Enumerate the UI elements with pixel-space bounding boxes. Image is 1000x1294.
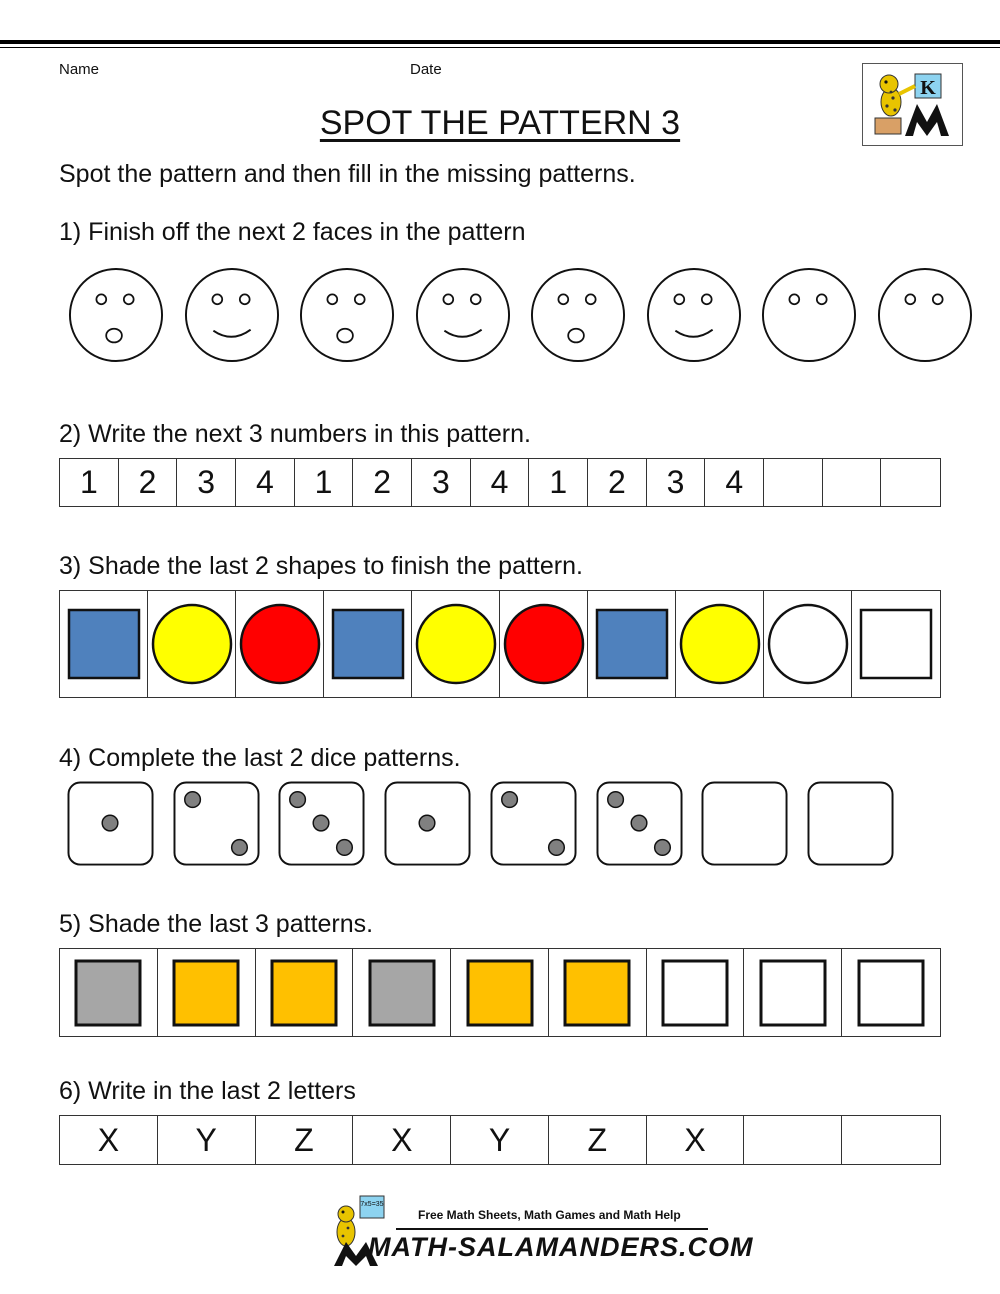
number-cell: 3	[412, 459, 471, 506]
square-cell[interactable]	[647, 949, 745, 1036]
square-shape	[590, 602, 674, 686]
letter-cell: Y	[158, 1116, 256, 1164]
footer-tagline: Free Math Sheets, Math Games and Math Help	[418, 1208, 681, 1222]
question-6-prompt: 6) Write in the last 2 letters	[59, 1077, 356, 1105]
square-shape	[854, 602, 938, 686]
square-shape	[561, 957, 633, 1029]
square-cell	[256, 949, 354, 1036]
shape-cell	[60, 591, 148, 697]
square-shape	[72, 957, 144, 1029]
face-smile	[415, 267, 511, 363]
number-cell: 3	[647, 459, 706, 506]
question-5-prompt: 5) Shade the last 3 patterns.	[59, 910, 374, 938]
face-blank	[761, 267, 857, 363]
square-cell	[451, 949, 549, 1036]
letter-cell: X	[353, 1116, 451, 1164]
square-shape	[855, 957, 927, 1029]
square-shape	[62, 602, 146, 686]
letter-cell: Z	[549, 1116, 647, 1164]
footer-site-name: MATH-SALAMANDERS.COM	[368, 1232, 754, 1262]
page-title: SPOT THE PATTERN 3	[319, 104, 681, 142]
circle-shape	[150, 602, 234, 686]
number-cell: 1	[60, 459, 119, 506]
shape-cell	[588, 591, 676, 697]
square-shape	[659, 957, 731, 1029]
die-face-1	[67, 781, 155, 867]
shape-cell	[148, 591, 236, 697]
number-cell: 2	[588, 459, 647, 506]
face-smile	[646, 267, 742, 363]
name-label: Name	[59, 61, 100, 78]
number-cell: 1	[295, 459, 354, 506]
circle-shape	[678, 602, 762, 686]
letter-cell: X	[60, 1116, 158, 1164]
letters-grid	[59, 1115, 941, 1165]
shapes-grid	[59, 590, 941, 698]
square-cell[interactable]	[744, 949, 842, 1036]
question-4-prompt: 4) Complete the last 2 dice patterns.	[59, 744, 461, 772]
square-shape	[366, 957, 438, 1029]
square-shape	[170, 957, 242, 1029]
number-cell: 2	[119, 459, 178, 506]
circle-shape	[502, 602, 586, 686]
letter-cell: X	[647, 1116, 745, 1164]
question-1-prompt: 1) Finish off the next 2 faces in the pattern	[59, 218, 526, 246]
number-cell: 4	[471, 459, 530, 506]
letter-cell: Z	[256, 1116, 354, 1164]
shape-cell	[676, 591, 764, 697]
shape-cell	[236, 591, 324, 697]
number-cell: 4	[705, 459, 764, 506]
number-cell: 3	[177, 459, 236, 506]
top-rule-thick	[0, 40, 1000, 44]
svg-text:K: K	[920, 77, 936, 99]
number-grid	[59, 458, 941, 507]
circle-shape	[766, 602, 850, 686]
shape-cell	[324, 591, 412, 697]
die-face-3	[278, 781, 366, 867]
face-surprised	[299, 267, 395, 363]
square-shape	[326, 602, 410, 686]
date-label: Date	[410, 61, 442, 78]
face-blank	[877, 267, 973, 363]
square-shape	[268, 957, 340, 1029]
square-cell	[353, 949, 451, 1036]
square-cell	[60, 949, 158, 1036]
square-shape	[464, 957, 536, 1029]
square-cell[interactable]	[842, 949, 940, 1036]
question-3-prompt: 3) Shade the last 2 shapes to finish the pattern.	[59, 552, 583, 580]
square-cell	[549, 949, 647, 1036]
die-face-1	[384, 781, 472, 867]
top-rule-thin	[0, 47, 1000, 48]
number-cell: 4	[236, 459, 295, 506]
letter-cell: Y	[451, 1116, 549, 1164]
number-cell: 1	[529, 459, 588, 506]
question-2-prompt: 2) Write the next 3 numbers in this pattern.	[59, 420, 531, 448]
face-smile	[184, 267, 280, 363]
shape-cell[interactable]	[852, 591, 940, 697]
squares-grid	[59, 948, 941, 1037]
blank-die[interactable]	[807, 781, 895, 867]
footer-rule	[396, 1228, 708, 1230]
instructions: Spot the pattern and then fill in the missing patterns.	[59, 160, 636, 188]
circle-shape	[238, 602, 322, 686]
answer-cell[interactable]	[744, 1116, 842, 1164]
die-face-3	[596, 781, 684, 867]
shape-cell	[412, 591, 500, 697]
number-cell: 2	[353, 459, 412, 506]
square-shape	[757, 957, 829, 1029]
answer-cell[interactable]	[881, 459, 940, 506]
svg-text:7x5=35: 7x5=35	[360, 1201, 384, 1208]
answer-cell[interactable]	[764, 459, 823, 506]
blank-die[interactable]	[701, 781, 789, 867]
answer-cell[interactable]	[823, 459, 882, 506]
die-face-2	[173, 781, 261, 867]
shape-cell[interactable]	[764, 591, 852, 697]
answer-cell[interactable]	[842, 1116, 940, 1164]
shape-cell	[500, 591, 588, 697]
die-face-2	[490, 781, 578, 867]
circle-shape	[414, 602, 498, 686]
square-cell	[158, 949, 256, 1036]
face-surprised	[530, 267, 626, 363]
face-surprised	[68, 267, 164, 363]
